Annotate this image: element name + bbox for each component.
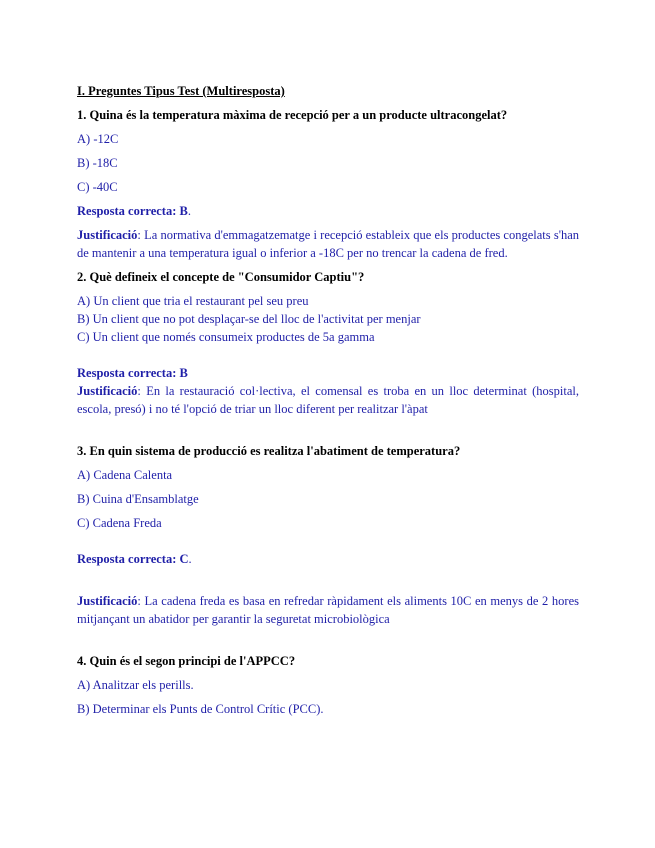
spacer xyxy=(77,346,579,364)
question-3: 3. En quin sistema de producció es realitza l'abatiment de temperatura? xyxy=(77,444,461,458)
question-3-justification-label: Justificació xyxy=(77,594,138,608)
question-2-option-c: C) Un client que només consumeix productes de 5a gamma xyxy=(77,330,375,344)
question-1-justification-label: Justificació xyxy=(77,228,138,242)
question-1-answer-label: Resposta correcta: B xyxy=(77,204,188,218)
question-4-option-a: A) Analitzar els perills. xyxy=(77,678,194,692)
question-4: 4. Quin és el segon principi de l'APPCC? xyxy=(77,654,296,668)
question-1-option-c: C) -40C xyxy=(77,180,118,194)
question-2: 2. Què defineix el concepte de "Consumidor Captiu"? xyxy=(77,270,365,284)
spacer xyxy=(77,634,579,652)
question-3-justification-text: : La cadena freda es basa en refredar ràpidament els aliments 10C en menys de 2 hores mitjançant un abatidor per garantir la seguretat microbiològica xyxy=(77,594,579,626)
question-3-answer-suffix: . xyxy=(188,552,192,566)
question-3-option-b: B) Cuina d'Ensamblatge xyxy=(77,492,199,506)
question-1-justification xyxy=(77,226,579,262)
question-3-option-a: A) Cadena Calenta xyxy=(77,468,173,482)
spacer xyxy=(77,424,579,442)
question-1-answer xyxy=(77,202,579,220)
question-2-justification xyxy=(77,382,579,418)
document-page xyxy=(77,82,579,724)
question-1-option-b: B) -18C xyxy=(77,156,118,170)
question-2-answer xyxy=(77,364,579,382)
question-2-answer-label: Resposta correcta: B xyxy=(77,366,188,380)
question-3-option-c: C) Cadena Freda xyxy=(77,516,162,530)
question-3-answer xyxy=(77,550,579,568)
question-3-justification xyxy=(77,592,579,628)
question-1: 1. Quina és la temperatura màxima de recepció per a un producte ultracongelat? xyxy=(77,108,508,122)
question-4-option-b: B) Determinar els Punts de Control Crític (PCC). xyxy=(77,702,324,716)
spacer xyxy=(77,538,579,550)
question-1-justification-text: : La normativa d'emmagatzematge i recepció estableix que els productes congelats s'han de mantenir a una temperatura igual o inferior a -18C per no trencar la cadena de fred. xyxy=(77,228,579,260)
question-3-answer-label: Resposta correcta: C xyxy=(77,552,189,566)
question-2-justification-text: : En la restauració col·lectiva, el comensal es troba en un lloc determinat (hospital, escola, presó) i no té l'opció de triar un lloc diferent per realitzar l'àpat xyxy=(77,384,579,416)
question-2-option-b: B) Un client que no pot desplaçar-se del lloc de l'activitat per menjar xyxy=(77,312,421,326)
section-heading: I. Preguntes Tipus Test (Multiresposta) xyxy=(77,84,285,98)
question-1-option-a: A) -12C xyxy=(77,132,119,146)
question-2-justification-label: Justificació xyxy=(77,384,138,398)
question-2-option-a: A) Un client que tria el restaurant pel seu preu xyxy=(77,294,309,308)
question-1-answer-suffix: . xyxy=(187,204,191,218)
spacer xyxy=(77,574,579,592)
